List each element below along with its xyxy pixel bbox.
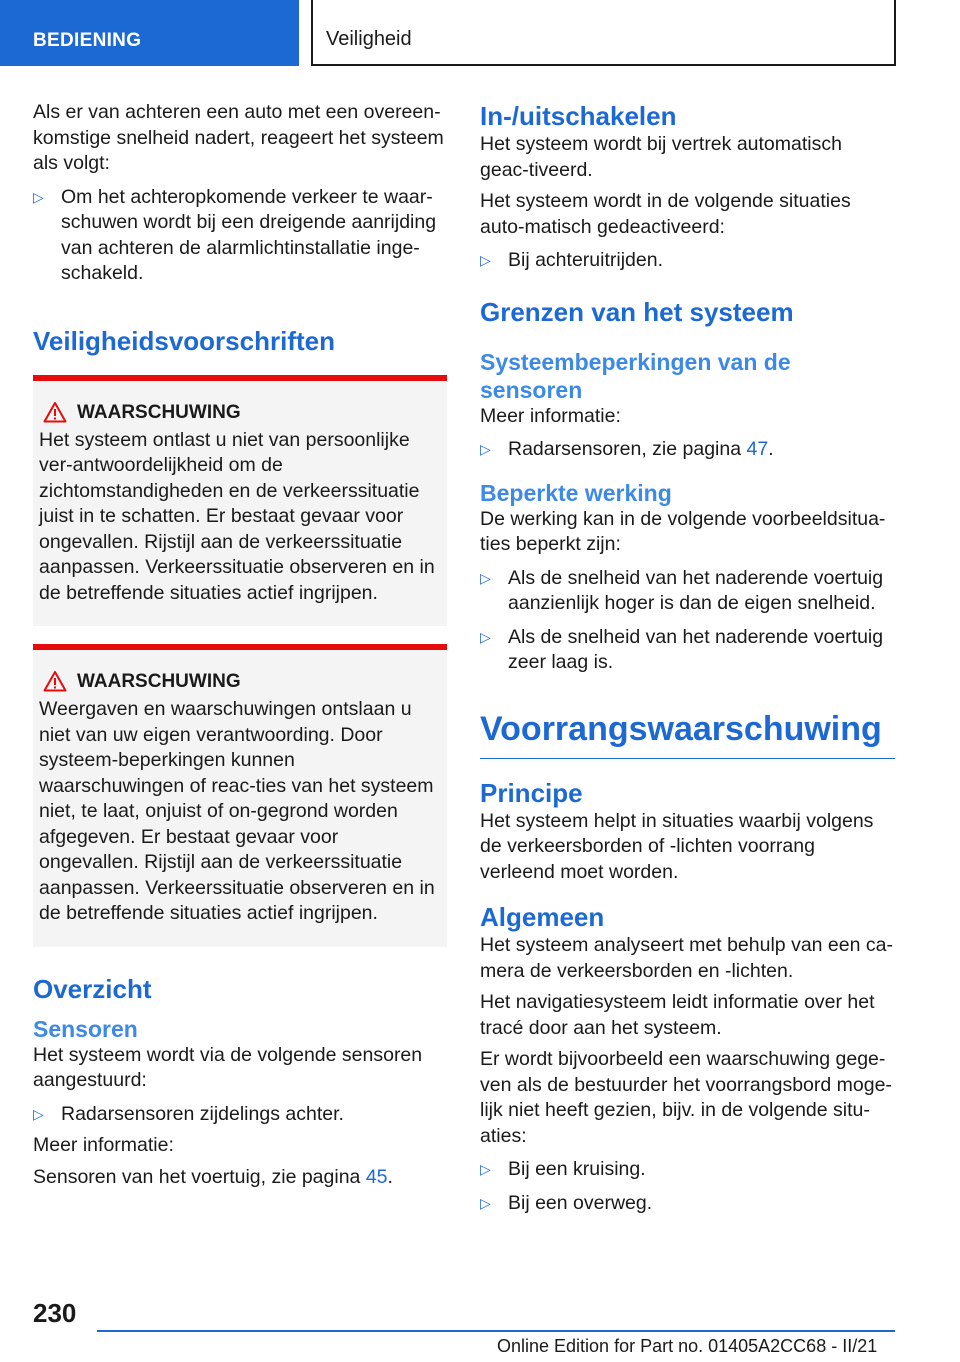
chapter-label: Veiligheid	[326, 28, 412, 50]
warning-text: Het systeem ontlast u niet van persoonlijke ver-antwoordelijkheid om de zichtomstandigheden en de verkeerssituatie juist in te schatten. Er bestaat gevaar voor ongevallen. Rijstijl aan de verkeerssituatie aanpassen. Verkeerssituatie observeren en in de betreffende situaties actief ingrijpen.	[39, 428, 435, 604]
general-paragraph: Het navigatiesysteem leidt informatie over het tracé door aan het systeem.	[480, 991, 875, 1039]
onoff-paragraph: Het systeem wordt in de volgende situaties auto-matisch gedeactiveerd:	[480, 190, 851, 238]
limited-heading: Beperkte werking	[480, 479, 672, 506]
warning-triangle-icon	[43, 670, 67, 692]
triangle-bullet-icon: ▷	[480, 628, 491, 645]
page-link[interactable]: 45	[365, 1165, 388, 1188]
triangle-bullet-icon: ▷	[33, 1105, 44, 1122]
warning-triangle-icon	[43, 401, 67, 423]
list-item: ▷ Bij een kruising.	[480, 1157, 895, 1183]
safety-heading: Veiligheidsvoorschriften	[33, 325, 335, 356]
left-column	[33, 100, 447, 1196]
section-label: BEDIENING	[33, 30, 142, 51]
page-header	[0, 0, 960, 66]
list-item: ▷ Als de snelheid van het naderende voertuig zeer laag is.	[480, 625, 884, 673]
warning-title: WAARSCHUWING	[39, 670, 439, 694]
sensors-heading: Sensoren	[33, 1015, 138, 1042]
edition-label: Online Edition for Part no. 01405A2CC68 - II/21	[497, 1336, 878, 1356]
principle-heading: Principe	[480, 777, 583, 808]
list-item: ▷ Bij achteruitrijden.	[480, 248, 895, 274]
general-heading: Algemeen	[480, 902, 605, 932]
limited-paragraph: De werking kan in de volgende voorbeeldsitua-ties beperkt zijn:	[480, 507, 886, 555]
triangle-bullet-icon: ▷	[33, 188, 44, 205]
chapter-box	[311, 0, 896, 66]
overview-heading: Overzicht	[33, 973, 152, 1004]
right-column	[480, 100, 895, 1222]
warning-box	[33, 375, 447, 627]
more-info-label: Meer informatie:	[33, 1134, 174, 1156]
onoff-paragraph: Het systeem wordt bij vertrek automatisch geac-tiveerd.	[480, 133, 842, 181]
priority-warning-heading: Voorrangswaarschuwing	[480, 708, 895, 759]
triangle-bullet-icon: ▷	[480, 252, 491, 268]
limits-heading: Grenzen van het systeem	[480, 296, 794, 327]
page-link[interactable]: 47	[746, 438, 769, 460]
section-tab	[0, 0, 299, 66]
triangle-bullet-icon: ▷	[480, 1161, 491, 1177]
sensors-reference: Sensoren van het voertuig, zie pagina 45.	[33, 1165, 393, 1188]
list-item: ▷ Bij een overweg.	[480, 1191, 895, 1217]
warning-text: Weergaven en waarschuwingen ontslaan u niet van uw eigen verantwoording. Door systeem-beperkingen kunnen waarschuwingen of reac-ties van het systeem niet, te laat, onjuist of on-gegrond worden afgegeven. Er bestaat gevaar voor ongevallen. Rijstijl aan de verkeerssituatie aanpassen. Verkeerssituatie observeren en in de betreffende situaties actief ingrijpen.	[39, 698, 435, 924]
principle-paragraph: Het systeem helpt in situaties waarbij volgens de verkeersborden of -lichten voorrang verleend moet worden.	[480, 809, 874, 883]
page-number: 230	[33, 1298, 77, 1328]
onoff-heading: In-/uitschakelen	[480, 101, 677, 131]
warning-box	[33, 644, 447, 947]
sensor-limits-heading: Systeembeperkingen van de sensoren	[480, 348, 791, 403]
triangle-bullet-icon: ▷	[480, 441, 491, 457]
warning-title: WAARSCHUWING	[39, 401, 439, 425]
more-info-label: Meer informatie:	[480, 404, 621, 427]
sensors-paragraph: Het systeem wordt via de volgende sensoren aangestuurd:	[33, 1043, 423, 1091]
intro-paragraph: Als er van achteren een auto met een overeen-komstige snelheid nadert, reageert het systeem als volgt:	[33, 101, 444, 174]
list-item: ▷ Radarsensoren, zie pagina 47.	[480, 437, 895, 463]
general-paragraph: Er wordt bijvoorbeeld een waarschuwing gege-ven als de bestuurder het voorrangsbord moge-lijk niet heeft gezien, bijv. in de volgende situ-aties:	[480, 1048, 892, 1147]
list-item: ▷ Radarsensoren zijdelings achter.	[33, 1102, 447, 1128]
general-paragraph: Het systeem analyseert met behulp van een ca-mera de verkeersborden en -lichten.	[480, 934, 893, 982]
triangle-bullet-icon: ▷	[480, 1194, 491, 1211]
list-item: ▷ Als de snelheid van het naderende voertuig aanzienlijk hoger is dan de eigen snelheid.	[480, 566, 884, 614]
triangle-bullet-icon: ▷	[480, 569, 491, 586]
footer-divider	[97, 1330, 895, 1332]
list-item: ▷ Om het achteropkomende verkeer te waar-schuwen wordt bij een dreigende aanrijding van achteren de alarmlichtinstallatie inge-schakeld.	[33, 185, 437, 284]
